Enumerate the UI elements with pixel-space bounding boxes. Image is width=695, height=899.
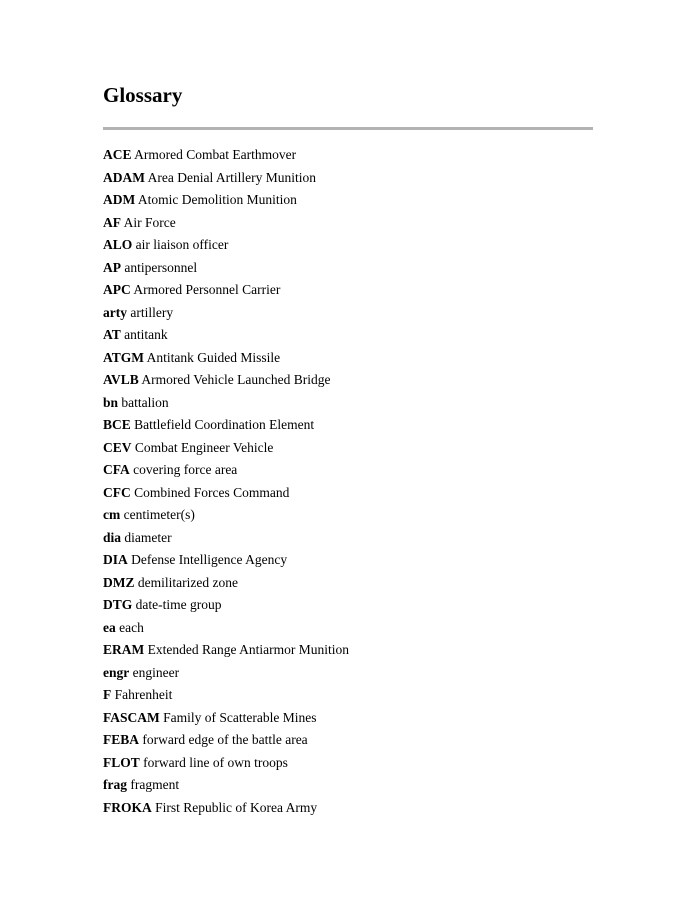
glossary-term: APC [103,282,131,297]
glossary-definition: Area Denial Artillery Munition [147,169,316,185]
glossary-entry [103,144,349,167]
glossary-entry [103,482,349,505]
glossary-definition: Extended Range Antiarmor Munition [147,642,349,657]
glossary-term: arty [103,304,127,320]
glossary-term: DMZ [103,574,135,590]
glossary-term: dia [103,529,122,545]
glossary-definition: covering force area [133,462,238,477]
glossary-definition: Combined Forces Command [134,484,290,500]
glossary-term: ERAM [103,642,145,657]
glossary-entry [103,527,349,550]
glossary-term: AT [103,327,121,342]
glossary-term: ADM [103,192,136,207]
glossary-entry [103,234,349,257]
glossary-entry [103,257,349,280]
glossary-definition: Armored Personnel Carrier [133,282,281,297]
glossary-entry [103,774,349,797]
glossary-definition: Armored Combat Earthmover [134,147,297,162]
glossary-definition: demilitarized zone [137,574,238,590]
glossary-definition: Atomic Demolition Munition [137,192,297,207]
glossary-term: bn [103,394,119,410]
glossary-entry [103,392,349,415]
glossary-term: FASCAM [103,709,160,725]
glossary-term: cm [103,507,121,522]
glossary-term: CFA [103,462,130,477]
glossary-definition: Armored Vehicle Launched Bridge [141,372,331,387]
glossary-entry [103,302,349,325]
glossary-entry [103,752,349,775]
glossary-definition: each [119,619,144,635]
glossary-definition: diameter [124,529,172,545]
glossary-definition: battalion [121,394,169,410]
glossary-definition: Air Force [123,214,176,230]
glossary-definition: Fahrenheit [114,687,173,702]
page-title: Glossary [103,83,183,107]
glossary-entry [103,684,349,707]
glossary-definition: antipersonnel [124,259,198,275]
glossary-definition: First Republic of Korea Army [155,799,318,815]
glossary-entry [103,437,349,460]
glossary-entry [103,347,349,370]
glossary-entry [103,324,349,347]
glossary-definition: forward edge of the battle area [142,732,308,747]
glossary-entry [103,594,349,617]
glossary-term: engr [103,664,130,680]
glossary-definition: engineer [132,664,180,680]
glossary-definition: fragment [130,777,180,792]
glossary-definition: centimeter(s) [123,507,195,522]
glossary-term: AVLB [103,372,139,387]
glossary-term: ea [103,619,116,635]
glossary-term: ACE [103,147,132,162]
glossary-definition: Battlefield Coordination Element [134,417,315,432]
glossary-term: FLOT [103,754,140,770]
glossary-entry [103,189,349,212]
glossary-term: ADAM [103,169,145,185]
glossary-entry [103,167,349,190]
glossary-term: frag [103,777,127,792]
glossary-definition: antitank [124,327,168,342]
glossary-term: CEV [103,439,132,455]
glossary-definition: Defense Intelligence Agency [131,552,288,567]
glossary-list [103,144,349,819]
title-divider [103,127,593,130]
glossary-term: AF [103,214,121,230]
glossary-entry [103,504,349,527]
glossary-entry [103,212,349,235]
glossary-entry [103,729,349,752]
glossary-entry [103,617,349,640]
glossary-term: CFC [103,484,131,500]
glossary-entry [103,639,349,662]
glossary-definition: air liaison officer [135,237,229,252]
glossary-term: ATGM [103,349,144,365]
glossary-term: FEBA [103,732,140,747]
glossary-term: BCE [103,417,131,432]
glossary-entry [103,369,349,392]
glossary-term: AP [103,259,121,275]
glossary-entry [103,707,349,730]
glossary-entry [103,797,349,820]
glossary-entry [103,459,349,482]
glossary-term: FROKA [103,799,152,815]
glossary-term: ALO [103,237,133,252]
glossary-definition: Antitank Guided Missile [146,349,281,365]
glossary-definition: Family of Scatterable Mines [163,709,317,725]
glossary-entry [103,572,349,595]
glossary-term: DIA [103,552,128,567]
glossary-entry [103,662,349,685]
glossary-entry [103,414,349,437]
glossary-definition: forward line of own troops [143,754,288,770]
glossary-definition: date-time group [135,597,222,612]
glossary-entry [103,549,349,572]
glossary-entry [103,279,349,302]
glossary-term: F [103,687,112,702]
glossary-definition: artillery [130,304,174,320]
glossary-term: DTG [103,597,133,612]
glossary-definition: Combat Engineer Vehicle [134,439,274,455]
